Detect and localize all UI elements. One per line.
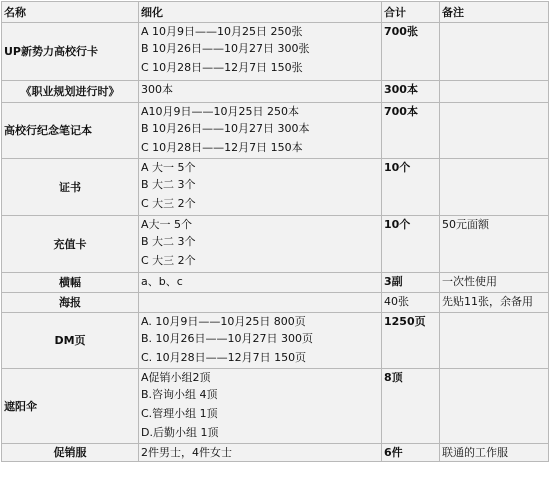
item-name: 《职业规划进行时》 [2,81,139,103]
table-row [2,103,549,159]
detail-line: 300本 [141,83,173,96]
table-row [2,23,549,81]
item-name: 横幅 [2,273,139,293]
item-name: 证书 [2,159,139,216]
detail-line: D.后勤小组 1顶 [141,426,219,439]
item-details [139,444,382,462]
item-total: 3副 [382,273,440,293]
item-note: 联通的工作服 [440,444,549,462]
item-details [139,103,382,159]
item-note [440,103,549,159]
item-name: 高校行纪念笔记本 [2,103,139,159]
header-row [2,2,549,23]
item-note: 50元面额 [440,216,549,273]
item-name: 海报 [2,293,139,313]
detail-line: A 大一 5个 [141,161,196,174]
item-details [139,159,382,216]
item-total: 700本 [382,103,440,159]
table-row [2,81,549,103]
detail-line: B.咨询小组 4顶 [141,388,218,401]
table-row [2,369,549,444]
detail-line: A促销小组2顶 [141,371,211,384]
detail-line: B 大二 3个 [141,178,196,191]
materials-table [1,1,549,462]
item-name: UP新势力高校行卡 [2,23,139,81]
header-name: 名称 [2,2,139,23]
detail-line: C 10月28日——12月7日 150张 [141,61,303,74]
detail-line: A大一 5个 [141,218,193,231]
header-total: 合计 [382,2,440,23]
detail-line: C. 10月28日——12月7日 150页 [141,351,307,364]
detail-line: B 10月26日——10月27日 300张 [141,42,310,55]
detail-line: A. 10月9日——10月25日 800页 [141,315,306,328]
item-note [440,313,549,369]
item-total: 10个 [382,216,440,273]
detail-line: A10月9日——10月25日 250本 [141,105,300,118]
item-note: 先贴11张，余备用 [440,293,549,313]
detail-line: C 大三 2个 [141,197,196,210]
item-total: 8顶 [382,369,440,444]
detail-line: C 大三 2个 [141,254,196,267]
table-row [2,313,549,369]
item-details [139,81,382,103]
item-details [139,23,382,81]
item-note [440,23,549,81]
item-name: DM页 [2,313,139,369]
item-total: 1250页 [382,313,440,369]
item-total: 40张 [382,293,440,313]
item-total: 10个 [382,159,440,216]
item-name: 促销服 [2,444,139,462]
detail-line: B 大二 3个 [141,235,196,248]
item-total: 700张 [382,23,440,81]
header-note: 备注 [440,2,549,23]
detail-line [141,294,379,309]
table-row [2,273,549,293]
item-note [440,369,549,444]
item-note [440,159,549,216]
table-row [2,293,549,313]
item-details [139,313,382,369]
item-note [440,81,549,103]
detail-line: A 10月9日——10月25日 250张 [141,25,303,38]
table-row [2,444,549,462]
detail-line: 2件男士，4件女士 [141,446,232,459]
table-row [2,216,549,273]
item-details [139,273,382,293]
item-note: 一次性使用 [440,273,549,293]
detail-line: a、b、c [141,275,183,288]
detail-line: C 10月28日——12月7日 150本 [141,141,303,154]
detail-line: B. 10月26日——10月27日 300页 [141,332,314,345]
item-details [139,369,382,444]
item-total: 300本 [382,81,440,103]
item-details [139,216,382,273]
detail-line: C.管理小组 1顶 [141,407,218,420]
item-details [139,293,382,313]
item-name: 遮阳伞 [2,369,139,444]
detail-line: B 10月26日——10月27日 300本 [141,122,310,135]
item-name: 充值卡 [2,216,139,273]
table-row [2,159,549,216]
item-total: 6件 [382,444,440,462]
header-detail: 细化 [139,2,382,23]
